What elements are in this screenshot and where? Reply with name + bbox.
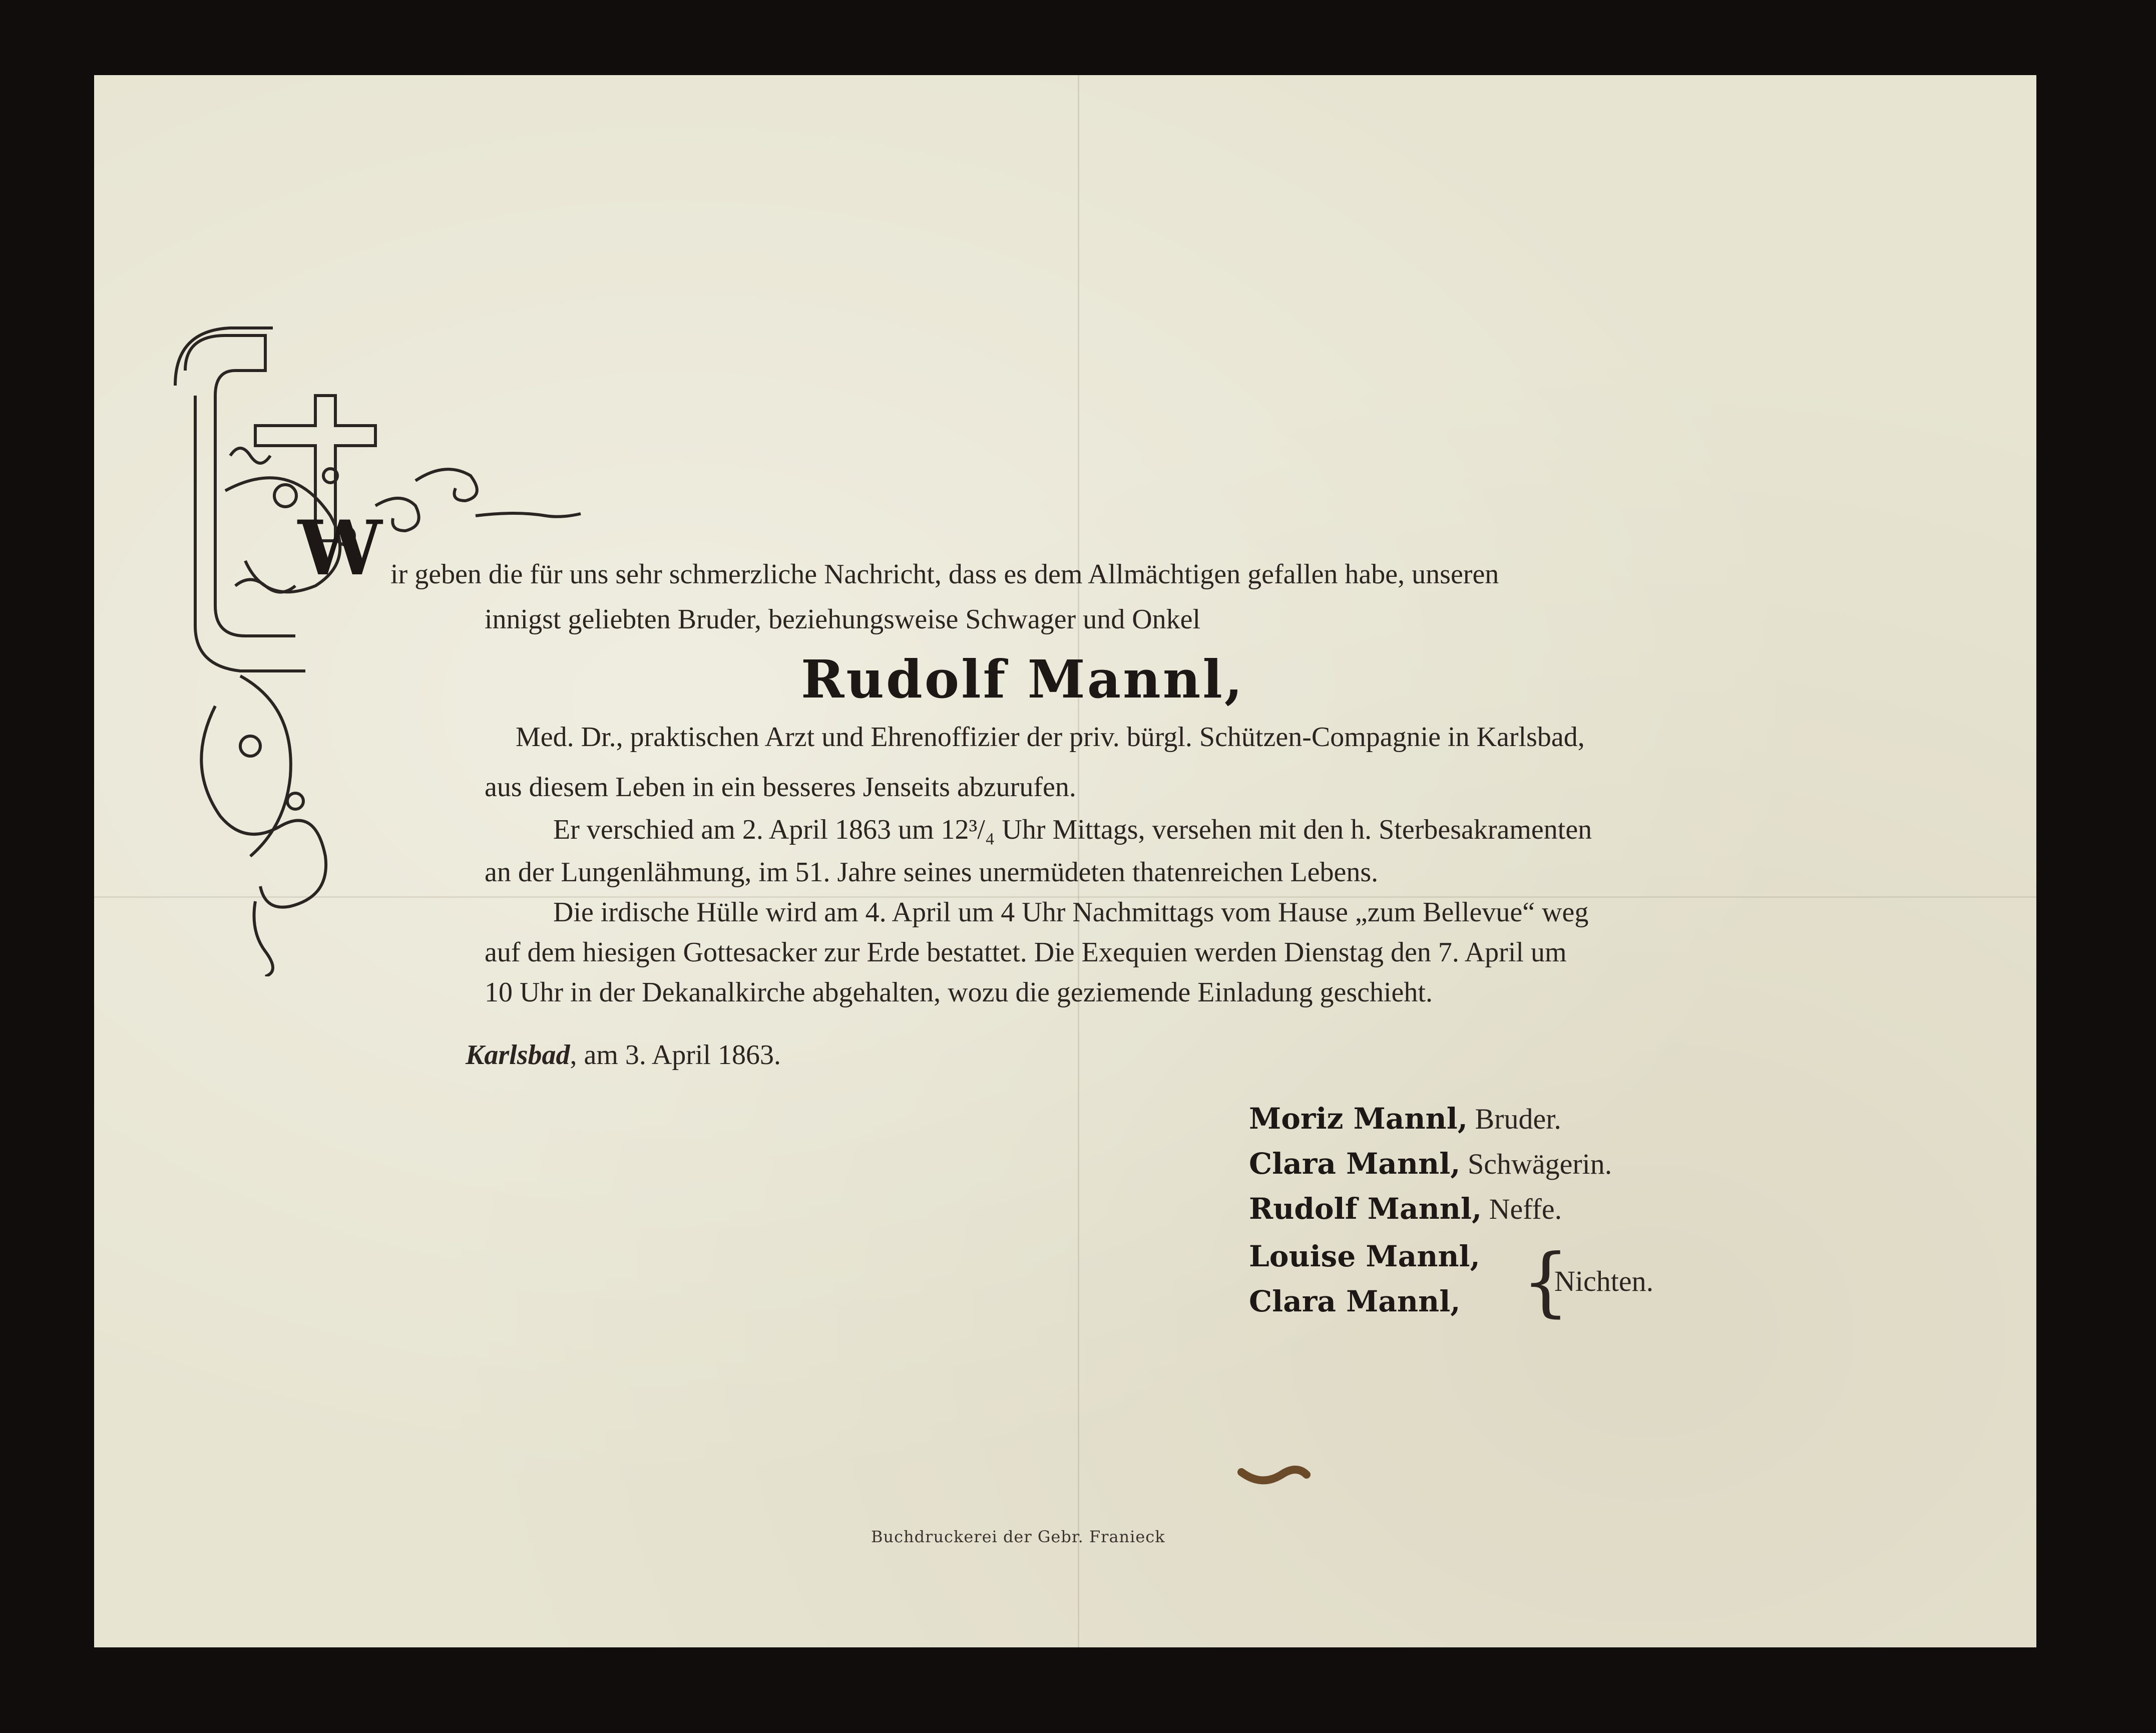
signatory-3 [1249, 1192, 1562, 1226]
burial-line-2: auf dem hiesigen Gottesacker zur Erde bestattet. Die Exequien werden Dienstag den 7. April um [485, 937, 1567, 968]
signatory-2 [1249, 1147, 1612, 1181]
nieces-label: Nichten. [1554, 1265, 1654, 1297]
signatory-relation: Neffe. [1489, 1193, 1562, 1225]
ink-stain-icon [1231, 1452, 1312, 1492]
place-date-line [466, 1039, 781, 1071]
signatory-relation: Schwägerin. [1467, 1148, 1612, 1180]
place-name: Karlsbad [466, 1039, 570, 1071]
burial-line-3: 10 Uhr in der Dekanalkirche abgehalten, wozu die geziemende Einladung geschieht. [485, 977, 1433, 1008]
notice-line-abzurufen: aus diesem Leben in ein besseres Jenseits abzurufen. [485, 772, 1076, 803]
signatory-name: Louise Mannl, [1249, 1239, 1480, 1273]
notice-line-1: ir geben die für uns sehr schmerzliche Nachricht, dass es dem Allmächtigen gefallen habe, unseren [390, 559, 1499, 590]
signatory-name: Clara Mannl, [1249, 1284, 1461, 1318]
date-text: , am 3. April 1863. [570, 1039, 781, 1071]
death-date-line-2: an der Lungenlähmung, im 51. Jahre seines unermüdeten thatenreichen Lebens. [485, 857, 1379, 888]
brace-icon: { [1522, 1238, 1570, 1325]
drop-cap-letter: W [298, 504, 382, 592]
deceased-title: Med. Dr., praktischen Arzt und Ehrenoffizier der priv. bürgl. Schützen-Compagnie in Karlsbad, [516, 722, 1585, 753]
signatory-4 [1249, 1239, 1480, 1273]
signatory-name: Clara Mannl, [1249, 1147, 1461, 1181]
death-date-line-1: Er verschied am 2. April 1863 um 12³/₄ Uhr Mittags, versehen mit den h. Sterbesakramenten [553, 814, 1592, 845]
signatory-1 [1249, 1102, 1561, 1136]
signatory-name: Moriz Mannl, [1249, 1102, 1468, 1136]
signatory-relation: Bruder. [1475, 1103, 1561, 1135]
notice-line-2: innigst geliebten Bruder, beziehungsweise Schwager und Onkel [485, 604, 1201, 635]
printer-imprint: Buchdruckerei der Gebr. Franieck [871, 1527, 1165, 1546]
signatory-name: Rudolf Mannl, [1249, 1192, 1482, 1226]
signatory-5 [1249, 1284, 1460, 1318]
burial-line-1: Die irdische Hülle wird am 4. April um 4 Uhr Nachmittags vom Hause „zum Bellevue“ weg [553, 897, 1589, 928]
deceased-name: Rudolf Mannl, [801, 648, 1245, 710]
